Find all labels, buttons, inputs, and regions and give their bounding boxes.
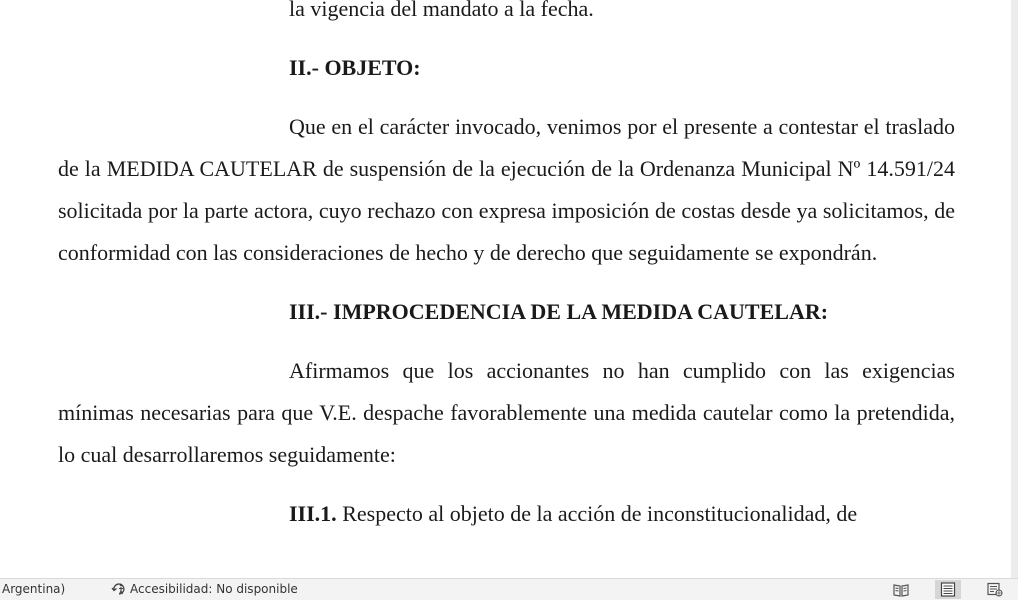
print-layout-button[interactable]	[935, 580, 961, 599]
read-mode-button[interactable]	[888, 580, 914, 599]
objeto-paragraph: Que en el carácter invocado, venimos por el presente a contestar el traslado de la MEDIDA CAUTELAR de suspensión de la ejecución de la Ordenanza Municipal Nº 14.591/24 solicitada por la parte actora, cuyo rechazo con expresa imposición de costas desde ya solicitamos, de conformidad con las consideraciones de hecho y de derecho que seguidamente se expondrán.	[58, 114, 955, 265]
subsection-label: III.1.	[289, 501, 337, 526]
accessibility-icon	[110, 581, 128, 597]
accessibility-status[interactable]	[110, 581, 298, 597]
accessibility-label: Accesibilidad: No disponible	[130, 582, 298, 596]
read-mode-icon	[893, 583, 909, 597]
improcedencia-paragraph: Afirmamos que los accionantes no han cumplido con las exigencias mínimas necesarias para que V.E. despache favorablemente una medida cautelar como la pretendida, lo cual desarrollaremos seguidamente:	[58, 358, 955, 467]
web-layout-icon	[987, 582, 1003, 597]
page-edge	[1011, 0, 1018, 578]
section-heading-improcedencia: III.- IMPROCEDENCIA DE LA MEDIDA CAUTELAR:	[289, 299, 829, 324]
language-status[interactable]: Argentina)	[2, 582, 66, 596]
print-layout-icon	[940, 582, 956, 597]
section-heading-objeto: II.- OBJETO:	[289, 55, 421, 80]
subsection-text: Respecto al objeto de la acción de inconstitucionalidad, de	[336, 501, 858, 526]
document-body[interactable]	[58, 0, 955, 535]
status-bar	[0, 578, 1018, 600]
subsection-paragraph	[58, 493, 955, 535]
top-fragment: la vigencia del mandato a la fecha.	[289, 0, 594, 21]
web-layout-button[interactable]	[982, 580, 1008, 599]
